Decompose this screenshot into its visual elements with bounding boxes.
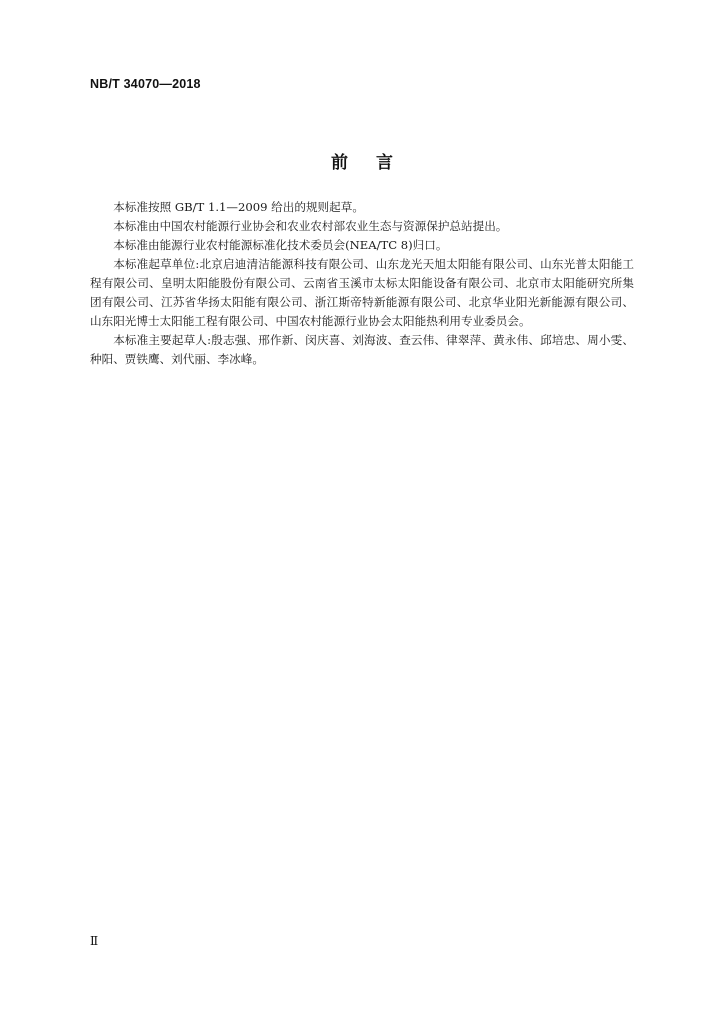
paragraph-drafting-rules: 本标准按照 GB/T 1.1—2009 给出的规则起草。 [113, 200, 364, 214]
paragraph-drafting-units: 本标准起草单位:北京启迪清洁能源科技有限公司、山东龙光天旭太阳能有限公司、山东光普太阳能工程有限公司、皇明太阳能股份有限公司、云南省玉溪市太标太阳能设备有限公司、北京市太阳能研究所集团有限公司、江苏省华扬太阳能有限公司、浙江斯帝特新能源有限公司、北京华业阳光新能源有限公司、山东阳光博士太阳能工程有限公司、中国农村能源行业协会太阳能热利用专业委员会。 [90, 257, 634, 328]
page-title: 前言 [331, 153, 421, 173]
paragraph-committee: 本标准由能源行业农村能源标准化技术委员会(NEA/TC 8)归口。 [113, 238, 448, 252]
paragraph-drafters: 本标准主要起草人:殷志强、邢作新、闵庆喜、刘海波、查云伟、律翠萍、黄永伟、邱培忠、周小雯、种阳、贾铁鹰、刘代丽、李冰峰。 [90, 333, 634, 366]
paragraph-proposer: 本标准由中国农村能源行业协会和农业农村部农业生态与资源保护总站提出。 [113, 219, 508, 233]
foreword-body [90, 198, 634, 369]
page-number: Ⅱ [90, 934, 99, 948]
standard-code: NB/T 34070—2018 [90, 77, 201, 91]
